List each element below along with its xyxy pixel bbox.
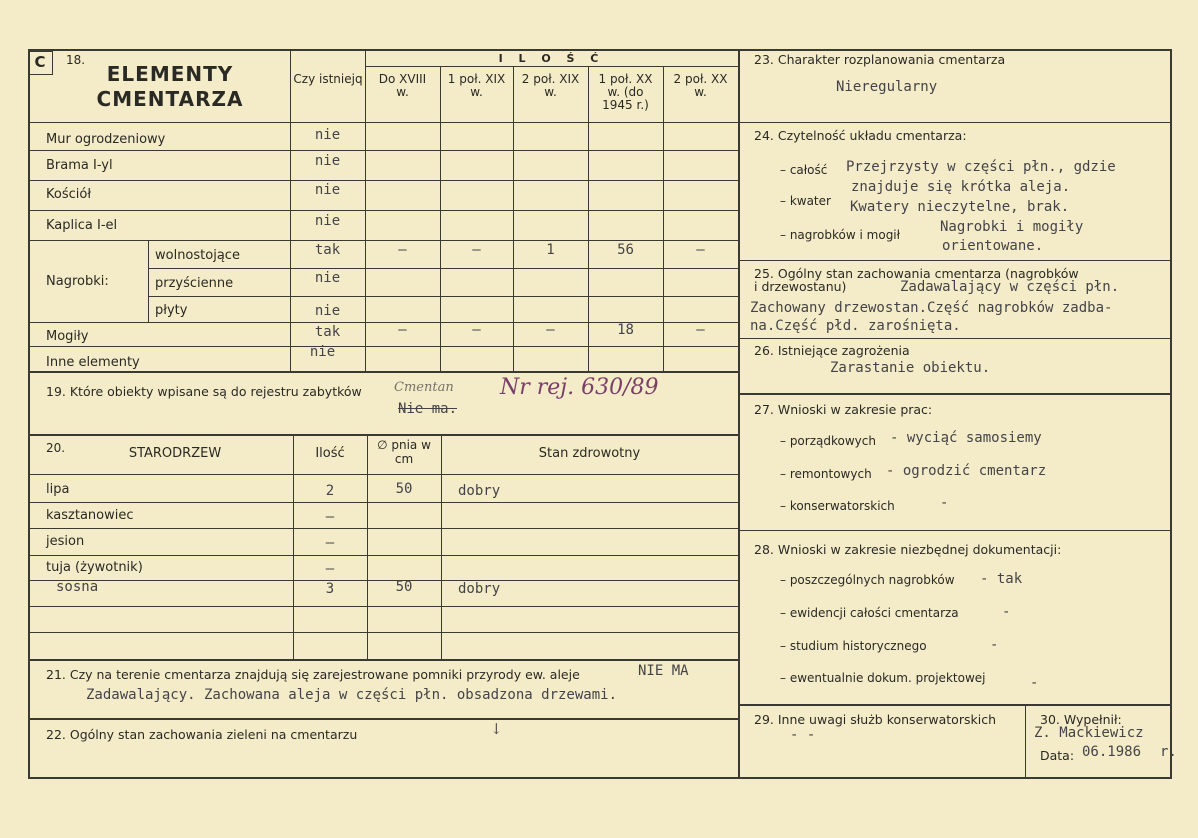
nagrobki-row-exists: tak	[314, 242, 341, 258]
s24-calosc-value: Przejrzysty w części płn., gdzie	[846, 159, 1116, 175]
tree-row-diameter: 50	[395, 579, 413, 595]
section-26-question: 26. Istniejące zagrożenia	[754, 343, 910, 358]
element-row-exists: nie	[314, 213, 341, 229]
filled-by-name: Z. Mackiewicz	[1034, 725, 1144, 741]
s28-item-value: -	[1030, 675, 1039, 691]
period-header-3: 1 poł. XX w. (do 1945 r.)	[598, 72, 653, 112]
section-21-typed: Zadawalający. Zachowana aleja w części płn. obsadzona drzewami.	[86, 687, 618, 703]
section-19-typed-answer: Nie ma.	[398, 401, 458, 417]
tree-row-count: –	[325, 561, 335, 577]
s24-kwater-value: Kwatery nieczytelne, brak.	[850, 199, 1070, 215]
section-28-question: 28. Wnioski w zakresie niezbędnej dokumentacji:	[754, 542, 1062, 557]
tree-row-count: –	[325, 535, 335, 551]
date-value: 06.1986	[1082, 744, 1142, 760]
section-30-label: 30. Wypełnił:	[1040, 712, 1122, 727]
element-row-label: Mur ogrodzeniowy	[46, 132, 166, 147]
section-29-question: 29. Inne uwagi służb konserwatorskich	[754, 712, 996, 727]
element-row-exists: nie	[314, 153, 341, 169]
nagrobki-value: 1	[546, 242, 555, 258]
s27-item-value: - ogrodzić cmentarz	[886, 463, 1047, 479]
section-25-question-2: i drzewostanu)	[754, 279, 847, 294]
s24-nagrobkow-value-2: orientowane.	[942, 238, 1044, 254]
section-23-answer: Nieregularny	[836, 79, 938, 95]
nagrobki-row-label: przyścienne	[155, 276, 234, 291]
section-19-question: 19. Które obiekty wpisane są do rejestru zabytków	[46, 384, 362, 399]
tree-row-diameter: 50	[395, 481, 413, 497]
nagrobki-value: 56	[617, 242, 634, 258]
s28-item-label: – poszczególnych nagrobków	[780, 573, 955, 587]
period-header-2: 2 poł. XIX w.	[521, 72, 580, 99]
tree-row-label: kasztanowiec	[46, 508, 134, 523]
element-row-label: Kościół	[46, 187, 92, 202]
element-row-label: Kaplica I-el	[46, 218, 118, 233]
section-26-answer: Zarastanie obiektu.	[830, 360, 991, 376]
element-row-exists: nie	[314, 182, 341, 198]
nagrobki-row-exists: nie	[314, 270, 341, 286]
section-21-answer: NIE MA	[638, 663, 689, 679]
tree-row-label: tuja (żywotnik)	[46, 560, 143, 575]
element-row-exists: nie	[314, 127, 341, 143]
mogily-value: 18	[617, 322, 634, 338]
mogily-value: –	[398, 322, 407, 338]
section-27-question: 27. Wnioski w zakresie prac:	[754, 402, 933, 417]
s24-kwater-label: – kwater	[780, 194, 831, 208]
section-18-title-1: ELEMENTY	[106, 62, 234, 86]
s28-item-value: - tak	[980, 571, 1023, 587]
s28-item-label: – ewidencji całości cmentarza	[780, 606, 959, 620]
period-header-4: 2 poł. XX w.	[673, 72, 728, 99]
tree-row-health: dobry	[458, 483, 501, 499]
nagrobki-value: –	[696, 242, 705, 258]
s27-item-value: - wyciąć samosiemy	[890, 430, 1042, 446]
period-header-1: 1 poł. XIX w.	[447, 72, 506, 99]
section-29-value: - -	[790, 727, 816, 743]
s24-line2-value: znajduje się krótka aleja.	[851, 179, 1071, 195]
section-25-typed-1: Zadawalający w części płn.	[900, 279, 1120, 295]
section-18-number: 18.	[66, 53, 86, 67]
tree-row-health: dobry	[458, 581, 501, 597]
section-25-typed-3: na.Część płd. zarośnięta.	[750, 318, 961, 334]
date-label: Data:	[1040, 748, 1075, 763]
s28-item-value: -	[990, 637, 999, 653]
s27-item-label: – remontowych	[780, 467, 872, 481]
nagrobki-value: –	[472, 242, 481, 258]
mogily-value: –	[472, 322, 481, 338]
s28-item-value: -	[1002, 604, 1011, 620]
arrow-down-icon: ↓	[490, 720, 503, 738]
ilosc-header: I L O Ś Ć	[498, 52, 605, 65]
tree-row-count: 2	[325, 483, 335, 499]
element-row-label: Brama I-yl	[46, 158, 113, 173]
s27-item-label: – porządkowych	[780, 434, 876, 448]
nagrobki-label: Nagrobki:	[46, 274, 109, 289]
s27-item-label: – konserwatorskich	[780, 499, 895, 513]
col-header-diameter: ∅ pnia w cm	[377, 438, 431, 466]
nagrobki-row-label: wolnostojące	[155, 248, 240, 263]
section-23-question: 23. Charakter rozplanowania cmentarza	[754, 52, 1006, 67]
section-22-question: 22. Ogólny stan zachowania zieleni na cmentarzu	[46, 727, 358, 742]
period-header-0: Do XVIII w.	[378, 72, 427, 99]
col-header-exists: Czy istniejq	[293, 72, 363, 86]
section-24-question: 24. Czytelność układu cmentarza:	[754, 128, 967, 143]
col-header-health: Stan zdrowotny	[538, 446, 641, 461]
mogily-label: Mogiły	[46, 329, 89, 344]
section-19-pencil-note: Cmentan	[394, 380, 454, 395]
s28-item-label: – ewentualnie dokum. projektowej	[780, 671, 986, 685]
section-25-typed-2: Zachowany drzewostan.Część nagrobków zadba-	[750, 300, 1113, 316]
section-18-title-2: CMENTARZA	[96, 87, 244, 111]
corner-letter: C	[34, 53, 46, 71]
section-19-handwritten-register: Nr rej. 630/89	[500, 375, 659, 400]
mogily-value: –	[696, 322, 705, 338]
mogily-exists: tak	[314, 324, 341, 340]
tree-row-label: jesion	[46, 534, 85, 549]
s24-nagrobkow-value-1: Nagrobki i mogiły	[940, 219, 1084, 235]
nagrobki-value: –	[398, 242, 407, 258]
section-25-question-1: 25. Ogólny stan zachowania cmentarza (nagrobków	[754, 266, 1079, 281]
s24-nagrobkow-label: – nagrobków i mogił	[780, 228, 901, 242]
starodrzew-title: STARODRZEW	[128, 446, 222, 461]
s28-item-label: – studium historycznego	[780, 639, 927, 653]
s27-item-value: -	[940, 495, 949, 511]
section-21-question: 21. Czy na terenie cmentarza znajdują się zarejestrowane pomniki przyrody ew. aleje	[46, 667, 580, 682]
inne-label: Inne elementy	[46, 355, 140, 370]
col-header-count: Ilość	[315, 446, 345, 461]
mogily-value: –	[546, 322, 555, 338]
s24-calosc-label: – całość	[780, 163, 828, 177]
nagrobki-row-label: płyty	[155, 303, 188, 318]
inne-exists: nie	[309, 344, 336, 360]
tree-row-count: –	[325, 509, 335, 525]
tree-row-label: sosna	[56, 579, 99, 595]
tree-row-label: lipa	[46, 482, 70, 497]
section-20-number: 20.	[46, 441, 66, 455]
date-suffix: r.	[1160, 744, 1177, 760]
nagrobki-row-exists: nie	[314, 303, 341, 319]
tree-row-count: 3	[325, 581, 335, 597]
